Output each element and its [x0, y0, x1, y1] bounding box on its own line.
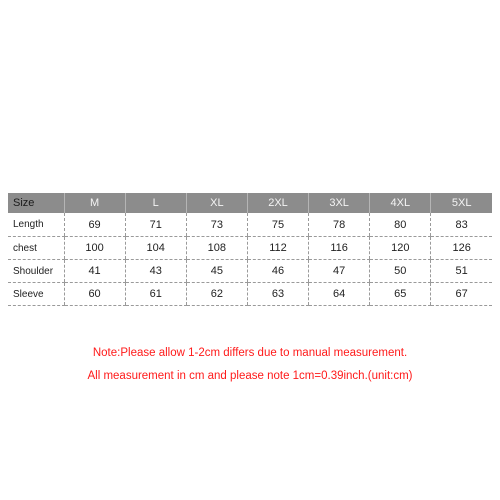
table-cell: 69 — [64, 213, 125, 237]
header-cell-5xl: 5XL — [431, 193, 492, 213]
table-cell: 67 — [431, 283, 492, 306]
header-cell-l: L — [125, 193, 186, 213]
table-cell: 73 — [186, 213, 247, 237]
row-label: chest — [8, 237, 64, 260]
header-cell-m: M — [64, 193, 125, 213]
unit-note: All measurement in cm and please note 1cm=0.39inch.(unit:cm) — [87, 370, 413, 382]
table-cell: 45 — [186, 260, 247, 283]
table-cell: 60 — [64, 283, 125, 306]
table-cell: 126 — [431, 237, 492, 260]
table-cell: 61 — [125, 283, 186, 306]
table-row-sleeve — [8, 283, 492, 306]
table-header-row — [8, 193, 492, 213]
row-label: Sleeve — [8, 283, 64, 306]
row-label: Length — [8, 213, 64, 237]
table-cell: 104 — [125, 237, 186, 260]
row-label: Shoulder — [8, 260, 64, 283]
table-cell: 63 — [247, 283, 308, 306]
table-cell: 43 — [125, 260, 186, 283]
header-cell-2xl: 2XL — [247, 193, 308, 213]
table-row-length — [8, 213, 492, 237]
table-row-chest — [8, 237, 492, 260]
table-cell: 116 — [309, 237, 370, 260]
table-cell: 62 — [186, 283, 247, 306]
table-cell: 80 — [370, 213, 431, 237]
header-cell-size: Size — [8, 193, 64, 213]
table-cell: 51 — [431, 260, 492, 283]
table-cell: 50 — [370, 260, 431, 283]
table-cell: 47 — [309, 260, 370, 283]
table-cell: 41 — [64, 260, 125, 283]
table-row-shoulder — [8, 260, 492, 283]
table-cell: 83 — [431, 213, 492, 237]
table-cell: 108 — [186, 237, 247, 260]
header-cell-4xl: 4XL — [370, 193, 431, 213]
header-cell-3xl: 3XL — [309, 193, 370, 213]
table-cell: 112 — [247, 237, 308, 260]
table-cell: 71 — [125, 213, 186, 237]
table-cell: 78 — [309, 213, 370, 237]
size-chart-table — [8, 193, 492, 306]
table-cell: 64 — [309, 283, 370, 306]
table-cell: 46 — [247, 260, 308, 283]
measurement-note: Note:Please allow 1-2cm differs due to manual measurement. — [92, 347, 408, 359]
table-cell: 100 — [64, 237, 125, 260]
table-cell: 120 — [370, 237, 431, 260]
header-cell-xl: XL — [186, 193, 247, 213]
table-cell: 75 — [247, 213, 308, 237]
table-cell: 65 — [370, 283, 431, 306]
